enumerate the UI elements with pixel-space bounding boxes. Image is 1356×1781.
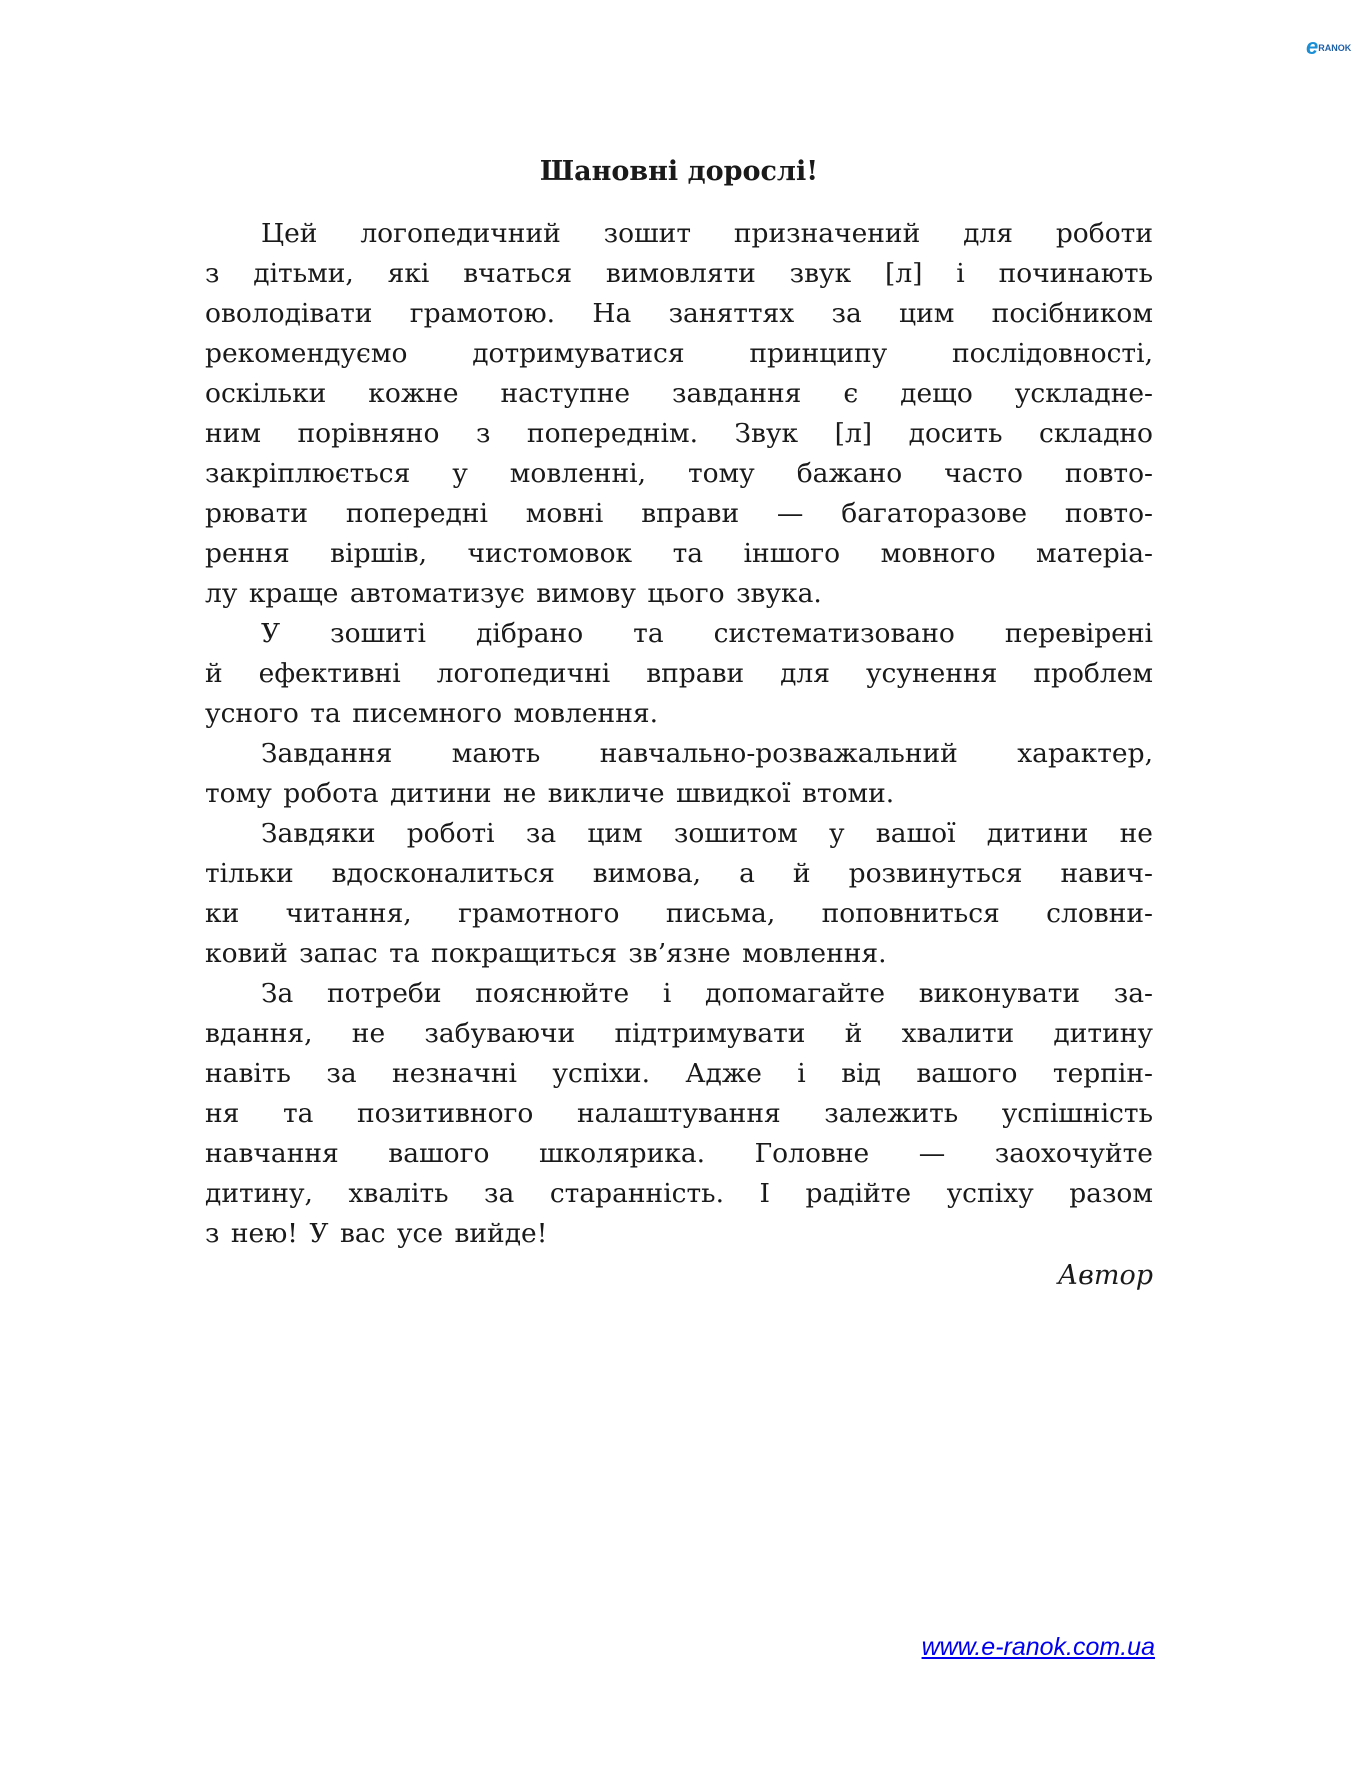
text-line: лу краще автоматизує вимову цього звука. [205, 578, 822, 609]
publisher-logo [1306, 36, 1356, 58]
text-line: ки читання, грамотного письма, поповниться словни- [205, 898, 1153, 929]
text-line: Завдяки роботі за цим зошитом у вашої дитини не [261, 818, 1153, 849]
text-line: рекомендуємо дотримуватися принципу послідовності, [205, 338, 1153, 369]
text-line: дитину, хваліть за старанність. І радійте успіху разом [205, 1178, 1153, 1209]
text-line: й ефективні логопедичні вправи для усунення проблем [205, 658, 1153, 689]
text-line: рення віршів, чистомовок та іншого мовного матеріа- [205, 538, 1153, 569]
logo-letter: e [1306, 36, 1319, 58]
text-line: Завдання мають навчально-розважальний характер, [261, 738, 1153, 769]
letter-body [205, 214, 1153, 1254]
website-link[interactable]: www.e-ranok.com.ua [921, 1633, 1155, 1661]
text-line: Цей логопедичний зошит призначений для роботи [261, 218, 1153, 249]
text-line: тільки вдосконалиться вимова, а й розвинуться навич- [205, 858, 1153, 889]
text-line: з дітьми, які вчаться вимовляти звук [л] і починають [205, 258, 1153, 289]
text-line: рювати попередні мовні вправи — багаторазове повто- [205, 498, 1153, 529]
text-line: оволодівати грамотою. На заняттях за цим посібником [205, 298, 1153, 329]
text-line: За потреби пояснюйте і допомагайте виконувати за- [261, 978, 1153, 1009]
author-signature: Автор [1057, 1260, 1153, 1291]
text-line: навіть за незначні успіхи. Адже і від вашого терпін- [205, 1058, 1153, 1089]
text-line: закріплюється у мовленні, тому бажано часто повто- [205, 458, 1153, 489]
text-line: ня та позитивного налаштування залежить успішність [205, 1098, 1153, 1129]
text-line: ним порівняно з попереднім. Звук [л] досить складно [205, 418, 1153, 449]
text-line: У зошиті дібрано та систематизовано перевірені [261, 618, 1153, 649]
text-line: усного та писемного мовлення. [205, 698, 659, 729]
text-line: навчання вашого школярика. Головне — заохочуйте [205, 1138, 1153, 1169]
logo-text: RANOK [1318, 43, 1352, 53]
text-line: з нею! У вас усе вийде! [205, 1218, 548, 1249]
text-line: оскільки кожне наступне завдання є дещо ускладне- [205, 378, 1153, 409]
text-line: тому робота дитини не викличе швидкої втоми. [205, 778, 895, 809]
text-line: вдання, не забуваючи підтримувати й хвалити дитину [205, 1018, 1153, 1049]
page-title: Шановні дорослі! [539, 156, 819, 187]
text-line: ковий запас та покращиться зв’язне мовлення. [205, 938, 887, 969]
